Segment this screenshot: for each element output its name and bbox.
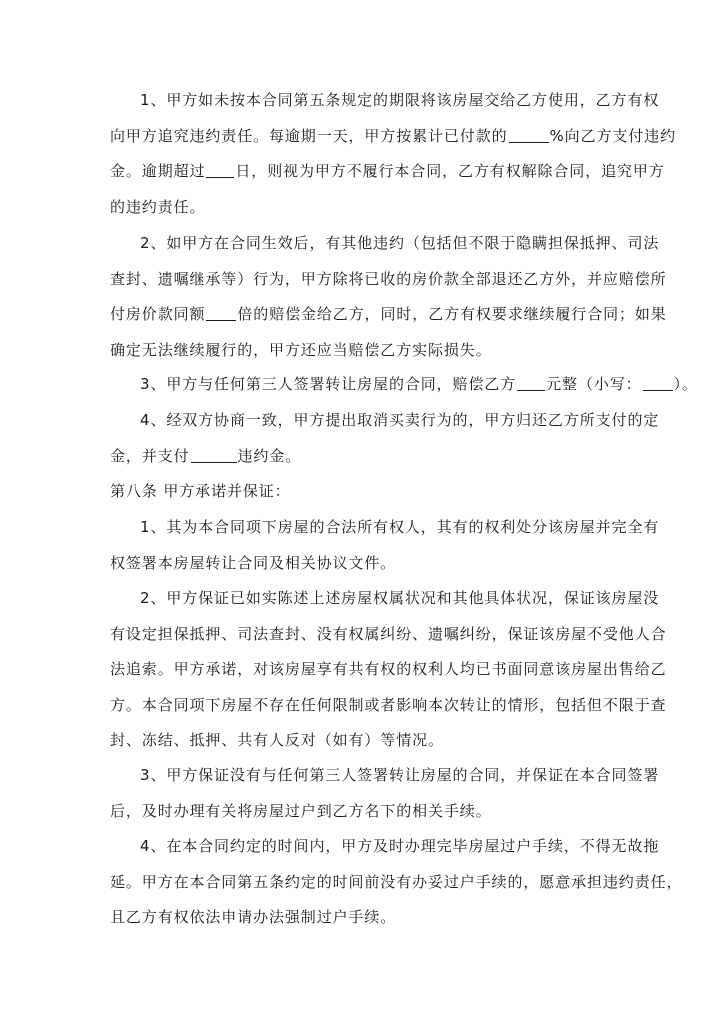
- text-line: 的违约责任。: [110, 197, 206, 216]
- guarantee-clause-2: [110, 581, 667, 759]
- text-line: 方。本合同项下房屋不存在任何限制或者影响本次转让的情形，包括但不限于查: [110, 695, 667, 714]
- text-line: 有设定担保抵押、司法查封、没有权属纠纷、遗嘱纠纷，保证该房屋不受他人合: [110, 624, 667, 643]
- guarantee-clause-1: [110, 510, 660, 581]
- text-line: 延。甲方在本合同第五条约定的时间前没有办妥过户手续的，愿意承担违约责任，: [110, 872, 683, 891]
- text-line: 权签署本房屋转让合同及相关协议文件。: [110, 553, 397, 572]
- text-line: 向甲方追究违约责任。每逾期一天，甲方按累计已付款的 %向乙方支付违约: [110, 126, 676, 145]
- text-line: 查封、遗嘱继承等）行为，甲方除将已收的房价款全部退还乙方外，并应赔偿所: [110, 269, 667, 288]
- text-line: 4、经双方协商一致，甲方提出取消买卖行为的，甲方归还乙方所支付的定: [140, 411, 660, 429]
- blank-field-compensation-amount: [517, 375, 545, 391]
- blank-field-overdue-days: [206, 162, 234, 178]
- penalty-clause-2: [110, 226, 667, 368]
- text-line: 后，及时办理有关将房屋过户到乙方名下的相关手续。: [110, 801, 492, 820]
- text-line: 2、如甲方在合同生效后，有其他违约（包括但不限于隐瞒担保抵押、司法: [140, 234, 660, 252]
- text-line: 1、其为本合同项下房屋的合法所有权人，其有的权利处分该房屋并完全有: [140, 518, 660, 536]
- text-line: 第八条 甲方承诺并保证：: [110, 482, 291, 500]
- text-line: 4、在本合同约定的时间内，甲方及时办理完毕房屋过户手续，不得无故拖: [140, 837, 660, 855]
- blank-field-penalty-amount: [191, 447, 237, 463]
- penalty-clause-1: [110, 83, 676, 225]
- text-line: 金。逾期超过 日，则视为甲方不履行本合同，乙方有权解除合同，追究甲方: [110, 162, 665, 180]
- blank-field-late-percent: [509, 127, 549, 143]
- text-line: 且乙方有权依法申请办法强制过户手续。: [110, 908, 397, 926]
- guarantee-clause-4: [110, 829, 683, 936]
- guarantee-clause-3: [110, 758, 660, 829]
- text-line: 3、甲方保证没有与任何第三人签署转让房屋的合同，并保证在本合同签署: [140, 766, 660, 784]
- penalty-clause-3: [110, 367, 698, 403]
- penalty-clause-4: [110, 403, 660, 474]
- blank-field-amount-lowercase: [643, 375, 673, 391]
- text-line: 2、甲方保证已如实陈述上述房屋权属状况和其他具体状况，保证该房屋没: [140, 589, 660, 607]
- text-line: 1、甲方如未按本合同第五条规定的期限将该房屋交给乙方使用，乙方有权: [140, 91, 660, 109]
- blank-field-compensation-multiple: [206, 305, 236, 321]
- text-line: 金，并支付 违约金。: [110, 446, 302, 465]
- text-line: 3、甲方与任何第三人签署转让房屋的合同，赔偿乙方 元整（小写： ）。: [140, 375, 698, 393]
- text-line: 付房价款同额 倍的赔偿金给乙方，同时，乙方有权要求继续履行合同；如果: [110, 305, 667, 323]
- text-line: 法追索。甲方承诺，对该房屋享有共有权的权利人均已书面同意该房屋出售给乙: [110, 660, 667, 678]
- text-line: 封、冻结、抵押、共有人反对（如有）等情况。: [110, 731, 444, 749]
- article-8-title: [110, 474, 612, 510]
- text-line: 确定无法继续履行的，甲方还应当赔偿乙方实际损失。: [110, 340, 492, 359]
